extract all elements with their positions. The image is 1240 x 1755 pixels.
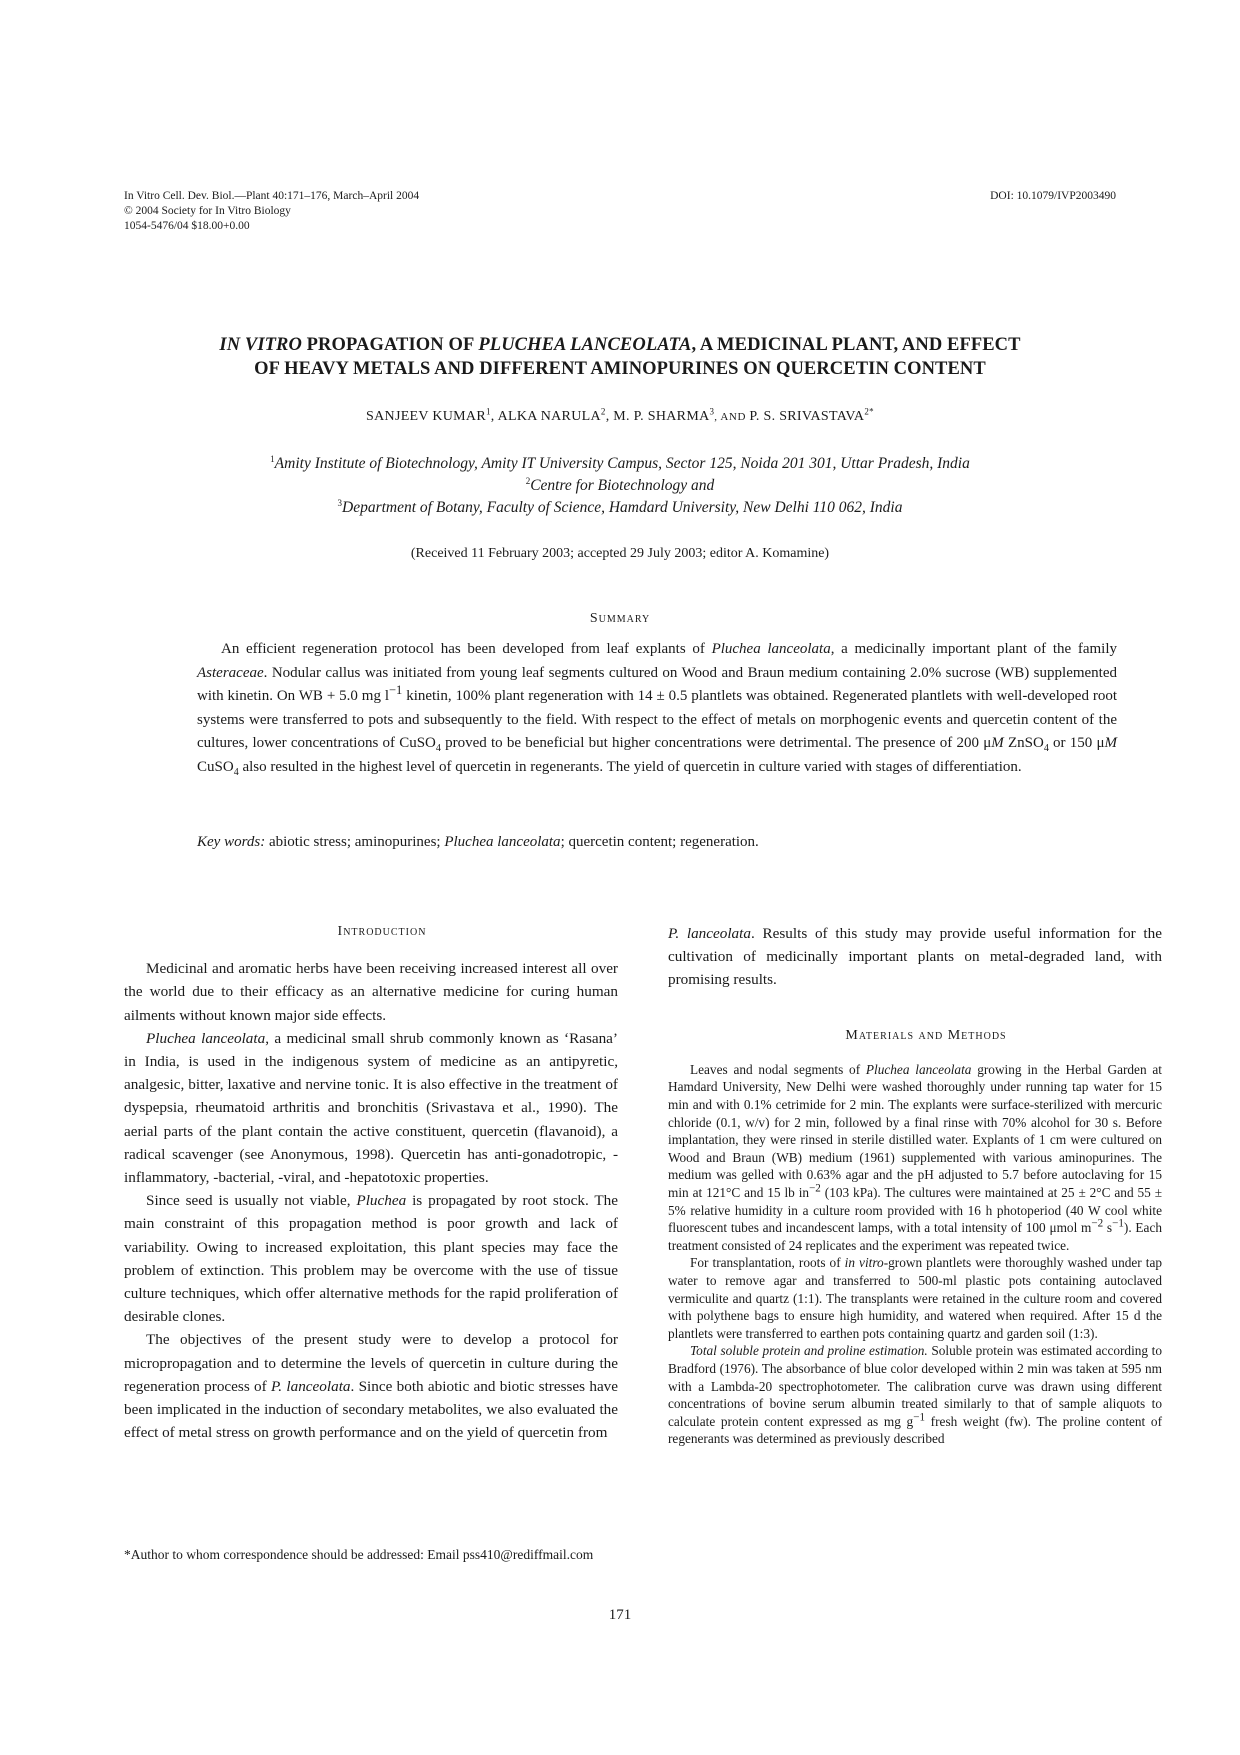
text-run: in vitro: [844, 1255, 884, 1271]
text-run: −1: [913, 1411, 926, 1424]
doi[interactable]: DOI: 10.1079/IVP2003490: [990, 190, 1116, 202]
affil-text: Centre for Biotechnology and: [530, 477, 715, 494]
title-part: IN VITRO: [219, 335, 302, 355]
text-run: Pluchea lanceolata: [444, 834, 561, 850]
page-number: 171: [608, 1607, 632, 1623]
text-run: −2: [1091, 1217, 1104, 1230]
keywords: [197, 831, 1117, 853]
text-run: ; quercetin content; regeneration.: [560, 834, 759, 850]
affiliations: [150, 453, 1090, 519]
text-run: Asteraceae: [197, 664, 264, 681]
text-run: , a medicinally important plant of the family: [830, 641, 1118, 657]
text-run: CuSO: [197, 758, 234, 775]
text-run: Pluchea lanceolata: [711, 641, 831, 657]
text-run: M: [991, 735, 1004, 751]
affil-text: Department of Botany, Faculty of Science, Hamdard University, New Delhi 110 062, India: [342, 499, 903, 516]
intro-paragraph: Medicinal and aromatic herbs have been receiving increased interest all over the world due to their efficacy as an alternative medicine for curing human ailments without known major side effects.: [124, 960, 618, 1024]
article-title: [150, 333, 1090, 381]
right-column: [668, 922, 1162, 1448]
author-affil-mark: 2: [600, 406, 606, 417]
text-run: , a medicinal small shrub commonly known as ‘Rasana’ in India, is used in the indigenous system of medicine as an antipyretic, analgesic, bitter, laxative and nervine tonic. It is also effective in the treatment of dyspepsia, rheumatoid arthritis and bronchitis (Srivastava et al., 1990). The aerial parts of the plant contain the active constituent, quercetin (flavanoid), a radical scavenger (see Anonymous, 1998). Quercetin has anti-gonadotropic, -inflammatory, -bacterial, -viral, and -hepatotoxic properties.: [124, 1029, 618, 1187]
author-name: P. S. SRIVASTAVA: [749, 409, 865, 424]
text-run: An efficient regeneration protocol has been developed from leaf explants of: [221, 641, 712, 657]
text-run: ). Each treatment consisted of 24 replicates and the experiment was repeated twice.: [668, 1220, 1162, 1253]
issn-line: 1054-5476/04 $18.00+0.00: [124, 220, 250, 232]
affiliation-line: [150, 453, 1090, 475]
author-name: , M. P. SHARMA: [605, 409, 710, 424]
author-name: SANJEEV KUMAR: [366, 409, 486, 424]
affiliation-line: [150, 497, 1090, 519]
text-run: fresh weight (fw). The proline content of regenerants was determined as previously described: [668, 1413, 1162, 1447]
affil-mark: 2: [525, 475, 531, 486]
text-run: -grown plantlets were thoroughly washed under tap water to remove agar and transferred to 500-ml plastic pots containing autoclaved vermiculite and quartz (1:1). The transplants were retained in the culture room and covered with polythene bags to ensure high humidity, and watered when required. After 15 d the plantlets were transferred to earthen pots containing quartz and garden soil (1:3).: [668, 1255, 1162, 1341]
author-list: [150, 408, 1090, 426]
text-run: Pluchea: [356, 1192, 407, 1210]
methods-paragraph: [668, 1342, 1162, 1448]
methods-paragraph: [668, 1254, 1162, 1342]
intro-paragraph: [124, 1027, 618, 1189]
text-run: or 150 μ: [1048, 735, 1105, 751]
text-run: −1: [389, 683, 403, 697]
text-run: ZnSO: [1003, 735, 1044, 751]
summary-text: [197, 638, 1117, 779]
text-run: kinetin, 100% plant regeneration with 14 ± 0.5 plantlets was obtained. Regenerated plantlets with well-developed root systems were transferred to pots and subsequently to the field. With respect to the effect of metals on morphogenic events and quercetin content of the cultures, lower concentrations of CuSO: [197, 688, 1117, 751]
introduction-heading: Introduction: [337, 924, 427, 939]
text-run: Pluchea lanceolata: [146, 1029, 266, 1047]
title-part: PROPAGATION OF: [301, 335, 479, 355]
correspondence-footnote: *Author to whom correspondence should be addressed: Email pss410@rediffmail.com: [124, 1547, 594, 1562]
author-name: , ALKA NARULA: [490, 409, 601, 424]
author-affil-mark: 1: [485, 406, 491, 417]
affil-text: Amity Institute of Biotechnology, Amity IT University Campus, Sector 125, Noida 201 301, Uttar Pradesh, India: [274, 455, 970, 472]
text-run: P. lanceolata: [668, 925, 751, 942]
text-run: For transplantation, roots of: [690, 1255, 845, 1271]
text-run: M: [1104, 735, 1117, 751]
text-run: 4: [1043, 743, 1049, 754]
affil-mark: 1: [270, 453, 275, 464]
summary-heading: Summary: [589, 611, 651, 626]
text-run: Leaves and nodal segments of: [690, 1061, 866, 1077]
text-run: Since seed is usually not viable,: [146, 1192, 357, 1210]
text-run: proved to be beneficial but higher concentrations were detrimental. The presence of 200 μ: [440, 735, 992, 751]
methods-paragraph: [668, 1061, 1162, 1255]
text-run: is propagated by root stock. The main constraint of this propagation method is poor growth and lack of variability. Owing to increased exploitation, this plant species may face the problem of extinction. This problem may be overcome with the use of tissue culture techniques, which offer alternative methods for the rapid proliferation of desirable clones.: [124, 1192, 618, 1326]
text-run: 4: [233, 766, 239, 778]
text-run: abiotic stress; aminopurines;: [265, 834, 445, 850]
title-line-2: OF HEAVY METALS AND DIFFERENT AMINOPURINES ON QUERCETIN CONTENT: [254, 359, 986, 379]
title-part: PLUCHEA LANCEOLATA: [478, 335, 692, 355]
left-column: [124, 920, 618, 1444]
author-affil-mark: 2*: [864, 406, 874, 417]
summary-paragraph: [197, 638, 1117, 779]
text-run: 4: [435, 743, 441, 754]
copyright-line: © 2004 Society for In Vitro Biology: [124, 205, 291, 217]
author-conjunction: , AND: [714, 411, 750, 423]
text-run: Soluble protein was estimated according to Bradford (1976). The absorbance of blue color developed within 2 min was taken at 595 nm with a Lambda-20 spectrophotometer. The calibration curve was drawn using different concentrations of bovine serum albumin treated similarly to that of sample aliquots to calculate protein content expressed as mg g: [668, 1343, 1162, 1429]
affil-mark: 3: [337, 497, 342, 508]
text-run: −2: [809, 1182, 821, 1195]
journal-citation: [124, 189, 419, 234]
affiliation-line: [150, 475, 1090, 497]
title-part: , A MEDICINAL PLANT, AND EFFECT: [691, 335, 1021, 355]
methods-text: [668, 1061, 1162, 1448]
citation-line: In Vitro Cell. Dev. Biol.—Plant 40:171–176, March–April 2004: [124, 190, 420, 202]
text-run: . Since both abiotic and biotic stresses have been implicated in the induction of secondary metabolites, we also evaluated the effect of metal stress on growth performance and on the yield of quercetin from: [124, 1377, 619, 1442]
intro-continuation: [668, 922, 1162, 992]
text-run: growing in the Herbal Garden at Hamdard University, New Delhi were washed thoroughly under running tap water for 15 min and with 0.1% cetrimide for 2 min. The explants were surface-sterilized with mercuric chloride (0.1, w/v) for 2 min, followed by a final rinse with 70% alcohol for 30 s. Before implantation, they were rinsed in sterile distilled water. Explants of 1 cm were cultured on Wood and Braun (WB) medium (1961) supplemented with various aminopurines. The medium was gelled with 0.63% agar and the pH adjusted to 5.7 before autoclaving for 15 min at 121°C and 15 lb in: [668, 1061, 1162, 1200]
keywords-label: Key words:: [197, 834, 266, 850]
text-run: . Nodular callus was initiated from young leaf segments cultured on Wood and Braun medium containing 2.0% sucrose (WB) supplemented with kinetin. On WB + 5.0 mg l: [197, 664, 1117, 704]
intro-paragraph: [124, 1328, 618, 1444]
text-run: (103 kPa). The cultures were maintained at 25 ± 2°C and 55 ± 5% relative humidity in a culture room provided with 16 h photoperiod (40 W cool white fluorescent tubes and incandescent lamps, with a total intensity of 100 μmol m: [668, 1184, 1162, 1236]
intro-paragraph: [124, 1189, 618, 1328]
title-line-1: [150, 333, 1090, 357]
received-dates: (Received 11 February 2003; accepted 29 July 2003; editor A. Komamine): [410, 546, 830, 561]
author-affil-mark: 3: [709, 406, 715, 417]
text-run: . Results of this study may provide useful information for the cultivation of medicinally important plants on metal-degraded land, with promising results.: [668, 925, 1162, 989]
methods-heading: Materials and Methods: [845, 1027, 1007, 1043]
text-run: The objectives of the present study were to develop a protocol for micropropagation and to determine the levels of quercetin in culture during the regeneration process of: [124, 1331, 618, 1395]
text-run: also resulted in the highest level of quercetin in regenerants. The yield of quercetin in culture varied with stages of differentiation.: [238, 758, 1022, 775]
text-run: Pluchea lanceolata: [865, 1061, 972, 1077]
subsection-title: Total soluble protein and proline estimation.: [690, 1343, 928, 1359]
text-run: −1: [1112, 1217, 1124, 1230]
text-run: P. lanceolata: [270, 1377, 351, 1395]
text-run: s: [1103, 1220, 1113, 1236]
